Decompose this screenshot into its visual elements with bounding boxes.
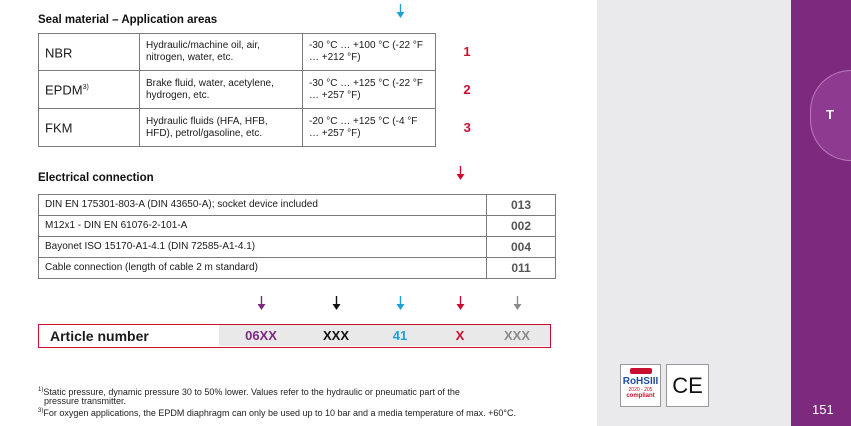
electrical-code: 011	[487, 258, 556, 279]
footnote-1: $^{1)}$Static pressure, dynamic pressure 30 to 50% lower. Values refer to the hydraulic or pneumatic part of the	[38, 387, 460, 397]
ce-mark-badge: CE	[666, 364, 709, 407]
article-number-label: Article number	[50, 328, 149, 344]
arrow-black-icon	[331, 295, 342, 311]
article-segment-seal: X	[455, 328, 465, 343]
article-segment-range: XXX	[322, 328, 349, 343]
seal-temperature: -30 °C … +100 °C (-22 °F … +212 °F)	[303, 34, 436, 71]
seal-section-title: Seal material – Application areas	[38, 14, 218, 26]
sidebar-light-panel	[597, 0, 791, 426]
electrical-description: DIN EN 175301-803-A (DIN 43650-A); socket device included	[39, 195, 487, 216]
electrical-description: Bayonet ISO 15170-A1-4.1 (DIN 72585-A1-4.1)	[39, 237, 487, 258]
sidebar-purple-strip	[791, 0, 851, 426]
article-segment-electrical: XXX	[503, 328, 530, 343]
seal-application: Brake fluid, water, acetylene, hydrogen, etc.	[140, 71, 303, 109]
electrical-description: M12x1 - DIN EN 61076-2-101-A	[39, 216, 487, 237]
seal-material: FKM	[39, 109, 140, 147]
seal-code-arrow-icon	[395, 3, 406, 19]
seal-temperature: -20 °C … +125 °C (-4 °F … +257 °F)	[303, 109, 436, 147]
article-segment-series: 06XX	[245, 328, 277, 343]
seal-table	[38, 33, 499, 147]
article-segment-connection: 41	[392, 328, 408, 343]
seal-code: 2	[463, 81, 471, 97]
rohs-badge: RoHSIII 2020 - 205 compliant	[620, 364, 661, 407]
arrow-purple-icon	[256, 295, 267, 311]
seal-application: Hydraulic fluids (HFA, HFB, HFD), petrol/gasoline, etc.	[140, 109, 303, 147]
seal-application: Hydraulic/machine oil, air, nitrogen, water, etc.	[140, 34, 303, 71]
arrow-red-icon	[455, 295, 466, 311]
seal-temperature: -30 °C … +125 °C (-22 °F … +257 °F)	[303, 71, 436, 109]
seal-code: 3	[463, 119, 471, 135]
arrow-blue-icon	[395, 295, 406, 311]
electrical-code: 004	[487, 237, 556, 258]
seal-row	[39, 34, 499, 71]
electrical-description: Cable connection (length of cable 2 m standard)	[39, 258, 487, 279]
electrical-code: 013	[487, 195, 556, 216]
seal-material: NBR	[39, 34, 140, 71]
electrical-row	[39, 237, 556, 258]
electrical-section-title: Electrical connection	[38, 172, 154, 184]
page-number: 151	[812, 402, 834, 417]
arrow-grey-icon	[512, 295, 523, 311]
section-tab-letter: T	[826, 107, 834, 122]
electrical-row	[39, 258, 556, 279]
seal-arrow-red-icon	[455, 165, 466, 181]
footnote-1-continued: pressure transmitter.	[44, 396, 127, 406]
seal-material: EPDM$^{3)}$	[39, 71, 140, 109]
seal-row	[39, 71, 499, 109]
electrical-table	[38, 194, 556, 279]
seal-code: 1	[463, 44, 471, 59]
footnote-3: $^{3)}$For oxygen applications, the EPDM diaphragm can only be used up to 10 bar and a media temperature of max. +60°C.	[38, 408, 516, 418]
electrical-code: 002	[487, 216, 556, 237]
rohs-logo-icon	[630, 368, 652, 374]
electrical-row	[39, 216, 556, 237]
article-number-bar	[38, 324, 551, 348]
seal-row	[39, 109, 499, 147]
electrical-row	[39, 195, 556, 216]
